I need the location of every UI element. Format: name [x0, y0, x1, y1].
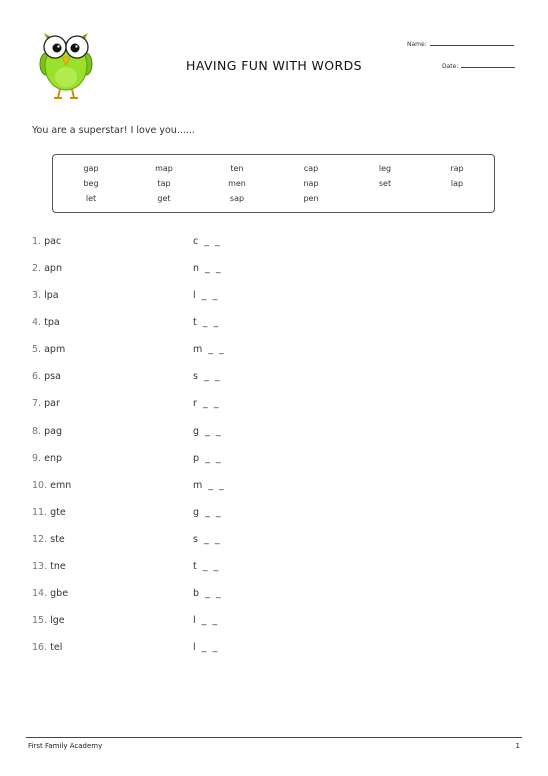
- word-bank-item: gap: [83, 164, 99, 173]
- answer-blank[interactable]: s _ _: [193, 371, 220, 382]
- answer-blank[interactable]: g _ _: [193, 507, 221, 518]
- question-item: 12. ste: [32, 534, 65, 545]
- answer-blank[interactable]: l _ _: [193, 642, 218, 653]
- question-item: 9. enp: [32, 453, 63, 464]
- word-bank-item: rap: [450, 164, 464, 173]
- subtitle: You are a superstar! I love you......: [32, 125, 195, 136]
- answer-blank[interactable]: t _ _: [193, 317, 219, 328]
- word-bank-item: leg: [378, 164, 392, 173]
- word-bank-item: ten: [230, 164, 244, 173]
- answer-blank[interactable]: p _ _: [193, 453, 221, 464]
- answer-blank[interactable]: m _ _: [193, 344, 224, 355]
- word-bank-item: map: [155, 164, 173, 173]
- word-bank-item: sap: [229, 194, 245, 203]
- question-item: 5. apm: [32, 344, 66, 355]
- question-item: 4. tpa: [32, 317, 60, 328]
- question-item: 10. emn: [32, 480, 72, 491]
- answer-blank[interactable]: t _ _: [193, 561, 219, 572]
- page-title: HAVING FUN WITH WORDS: [186, 58, 362, 73]
- question-item: 8. pag: [32, 426, 62, 437]
- answer-blank[interactable]: m _ _: [193, 480, 224, 491]
- question-item: 16. tel: [32, 642, 63, 653]
- date-label: Date:: [442, 63, 459, 70]
- answer-blank[interactable]: l _ _: [193, 290, 218, 301]
- word-bank-item: set: [378, 179, 392, 188]
- word-bank-item: men: [228, 179, 246, 188]
- answer-blank[interactable]: c _ _: [193, 236, 220, 247]
- footer-school-name: First Family Academy: [28, 742, 103, 750]
- question-item: 2. apn: [32, 263, 62, 274]
- question-item: 6. psa: [32, 371, 61, 382]
- word-bank: [52, 154, 495, 213]
- question-item: 3. lpa: [32, 290, 59, 301]
- name-line: [430, 39, 514, 46]
- answer-blank[interactable]: b _ _: [193, 588, 221, 599]
- word-bank-item: nap: [303, 179, 319, 188]
- answer-blank[interactable]: n _ _: [193, 263, 221, 274]
- question-item: 15. lge: [32, 615, 65, 626]
- answer-blank[interactable]: g _ _: [193, 426, 221, 437]
- word-bank-item: tap: [157, 179, 171, 188]
- footer-divider: [26, 737, 522, 738]
- name-field: [407, 39, 514, 48]
- name-label: Name:: [407, 41, 427, 48]
- word-bank-item: beg: [83, 179, 99, 188]
- question-item: 11. gte: [32, 507, 66, 518]
- answer-blank[interactable]: s _ _: [193, 534, 220, 545]
- answer-blank[interactable]: r _ _: [193, 398, 219, 409]
- question-item: 1. pac: [32, 236, 62, 247]
- question-item: 7. par: [32, 398, 60, 409]
- question-item: 13. tne: [32, 561, 66, 572]
- word-bank-item: pen: [303, 194, 319, 203]
- date-field: [442, 61, 515, 70]
- word-bank-item: cap: [303, 164, 319, 173]
- date-line: [461, 61, 515, 68]
- page-number: 1: [515, 742, 520, 750]
- question-item: 14. gbe: [32, 588, 69, 599]
- word-bank-item: let: [85, 194, 97, 203]
- word-bank-item: lap: [450, 179, 464, 188]
- answer-blank[interactable]: l _ _: [193, 615, 218, 626]
- word-bank-item: get: [157, 194, 171, 203]
